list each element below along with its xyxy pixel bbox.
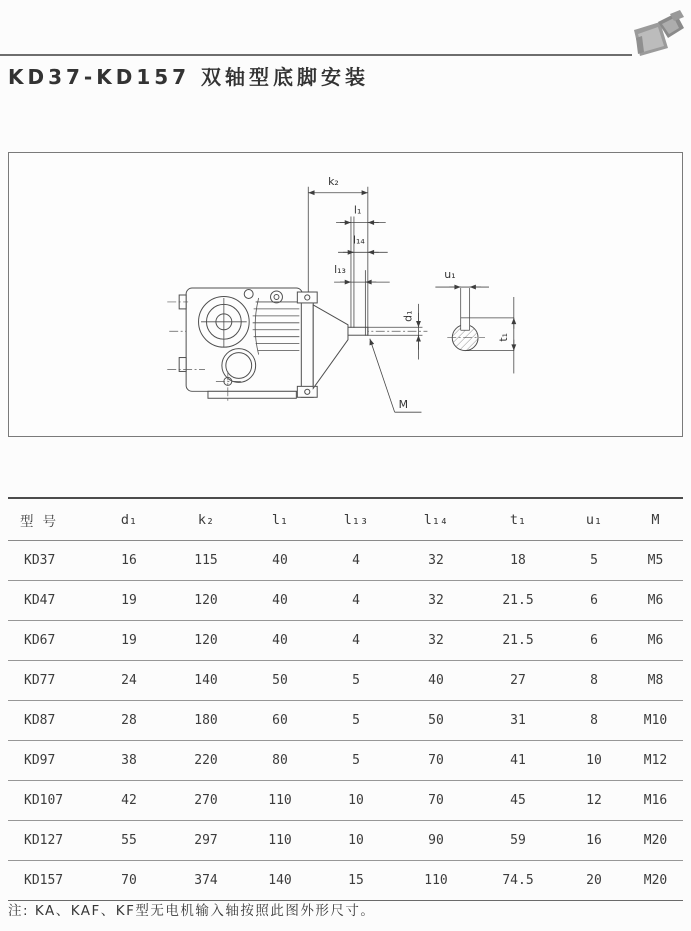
value-cell: 38 xyxy=(90,741,168,781)
value-cell: 10 xyxy=(560,741,628,781)
value-cell: 10 xyxy=(316,781,396,821)
value-cell: 140 xyxy=(168,661,244,701)
value-cell: 4 xyxy=(316,581,396,621)
value-cell: 80 xyxy=(244,741,316,781)
value-cell: M20 xyxy=(628,821,683,861)
value-cell: 20 xyxy=(560,861,628,901)
table-row xyxy=(8,541,683,581)
value-cell: 18 xyxy=(476,541,560,581)
dim-label-k2: k₂ xyxy=(328,174,339,188)
value-cell: 55 xyxy=(90,821,168,861)
value-cell: 5 xyxy=(560,541,628,581)
dim-label-l13: l₁₃ xyxy=(334,263,346,277)
value-cell: 32 xyxy=(396,621,476,661)
page-title: KD37-KD157 双轴型底脚安装 xyxy=(8,65,370,89)
model-cell: KD77 xyxy=(8,661,90,701)
value-cell: 6 xyxy=(560,581,628,621)
value-cell: 19 xyxy=(90,581,168,621)
value-cell: M10 xyxy=(628,701,683,741)
column-header: l₁₃ xyxy=(316,498,396,541)
value-cell: 115 xyxy=(168,541,244,581)
value-cell: 16 xyxy=(560,821,628,861)
table-row xyxy=(8,661,683,701)
table-row xyxy=(8,621,683,661)
column-header: k₂ xyxy=(168,498,244,541)
value-cell: M20 xyxy=(628,861,683,901)
dim-label-u1: u₁ xyxy=(444,268,456,282)
dimension-drawing-panel xyxy=(8,152,683,437)
column-header: t₁ xyxy=(476,498,560,541)
value-cell: 220 xyxy=(168,741,244,781)
model-cell: KD87 xyxy=(8,701,90,741)
column-header: M xyxy=(628,498,683,541)
value-cell: 50 xyxy=(244,661,316,701)
value-cell: 5 xyxy=(316,741,396,781)
dim-label-l1: l₁ xyxy=(353,203,362,217)
value-cell: 27 xyxy=(476,661,560,701)
dim-label-t1: t₁ xyxy=(496,333,510,342)
table-row xyxy=(8,581,683,621)
table-header-row xyxy=(8,498,683,541)
value-cell: 140 xyxy=(244,861,316,901)
value-cell: 32 xyxy=(396,541,476,581)
value-cell: 270 xyxy=(168,781,244,821)
value-cell: 40 xyxy=(244,621,316,661)
value-cell: 24 xyxy=(90,661,168,701)
value-cell: 70 xyxy=(90,861,168,901)
value-cell: 4 xyxy=(316,541,396,581)
value-cell: 21.5 xyxy=(476,581,560,621)
value-cell: 12 xyxy=(560,781,628,821)
value-cell: 21.5 xyxy=(476,621,560,661)
value-cell: M6 xyxy=(628,621,683,661)
value-cell: 50 xyxy=(396,701,476,741)
column-header: l₁₄ xyxy=(396,498,476,541)
value-cell: 31 xyxy=(476,701,560,741)
value-cell: 8 xyxy=(560,661,628,701)
model-cell: KD67 xyxy=(8,621,90,661)
dim-label-d1: d₁ xyxy=(401,310,415,322)
value-cell: 32 xyxy=(396,581,476,621)
value-cell: 8 xyxy=(560,701,628,741)
value-cell: 120 xyxy=(168,621,244,661)
column-header: u₁ xyxy=(560,498,628,541)
model-cell: KD157 xyxy=(8,861,90,901)
technical-drawing xyxy=(9,153,682,436)
table-row xyxy=(8,861,683,901)
dim-label-l14: l₁₄ xyxy=(352,233,365,247)
column-header: 型号 xyxy=(8,498,90,541)
model-cell: KD107 xyxy=(8,781,90,821)
value-cell: 4 xyxy=(316,621,396,661)
value-cell: M16 xyxy=(628,781,683,821)
value-cell: 110 xyxy=(396,861,476,901)
table-row xyxy=(8,781,683,821)
value-cell: 74.5 xyxy=(476,861,560,901)
value-cell: M8 xyxy=(628,661,683,701)
value-cell: 19 xyxy=(90,621,168,661)
value-cell: 16 xyxy=(90,541,168,581)
value-cell: 6 xyxy=(560,621,628,661)
value-cell: 297 xyxy=(168,821,244,861)
value-cell: 59 xyxy=(476,821,560,861)
footnote: 注: KA、KAF、KF型无电机输入轴按照此图外形尺寸。 xyxy=(8,903,376,919)
value-cell: 10 xyxy=(316,821,396,861)
value-cell: 60 xyxy=(244,701,316,741)
value-cell: M12 xyxy=(628,741,683,781)
spec-table xyxy=(8,497,683,901)
table-row xyxy=(8,821,683,861)
model-cell: KD97 xyxy=(8,741,90,781)
value-cell: 110 xyxy=(244,781,316,821)
value-cell: 180 xyxy=(168,701,244,741)
value-cell: 70 xyxy=(396,741,476,781)
value-cell: 42 xyxy=(90,781,168,821)
value-cell: 45 xyxy=(476,781,560,821)
dim-label-m: M xyxy=(398,398,409,412)
value-cell: 5 xyxy=(316,701,396,741)
value-cell: 90 xyxy=(396,821,476,861)
value-cell: 40 xyxy=(244,541,316,581)
gearbox-photo xyxy=(626,8,688,60)
value-cell: 40 xyxy=(396,661,476,701)
value-cell: 28 xyxy=(90,701,168,741)
value-cell: 5 xyxy=(316,661,396,701)
value-cell: M6 xyxy=(628,581,683,621)
value-cell: 40 xyxy=(244,581,316,621)
value-cell: 374 xyxy=(168,861,244,901)
shaft-section-view xyxy=(435,268,513,373)
gearbox-side-view xyxy=(167,288,427,403)
value-cell: 110 xyxy=(244,821,316,861)
value-cell: 70 xyxy=(396,781,476,821)
dimension-lines xyxy=(308,175,422,412)
model-cell: KD127 xyxy=(8,821,90,861)
value-cell: 41 xyxy=(476,741,560,781)
column-header: d₁ xyxy=(90,498,168,541)
column-header: l₁ xyxy=(244,498,316,541)
value-cell: 120 xyxy=(168,581,244,621)
table-row xyxy=(8,701,683,741)
model-cell: KD37 xyxy=(8,541,90,581)
table-row xyxy=(8,741,683,781)
value-cell: 15 xyxy=(316,861,396,901)
model-cell: KD47 xyxy=(8,581,90,621)
value-cell: M5 xyxy=(628,541,683,581)
header-divider xyxy=(0,54,632,56)
